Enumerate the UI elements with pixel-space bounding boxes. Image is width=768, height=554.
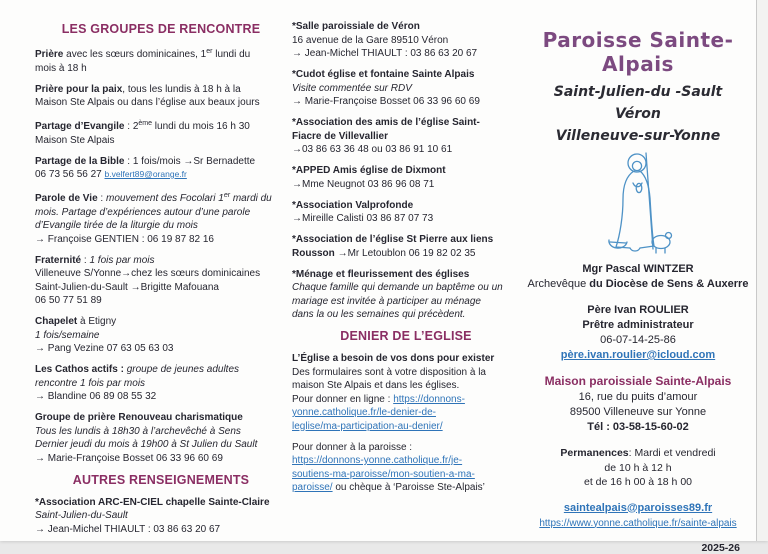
- section-heading-groupes: LES GROUPES DE RENCONTRE: [61, 22, 261, 36]
- paragraph-priere-paix: [35, 83, 287, 110]
- subtitle-villeneuve: Villeneuve-sur-Yonne: [555, 128, 721, 144]
- text-segment: Tous les lundis à 18h30 à l’archevêché à Sens: [35, 425, 241, 437]
- text-segment: Visite commentée sur RDV: [292, 82, 412, 94]
- text-segment: → Jean-Michel THIAULT : 03 86 63 20 67: [35, 523, 221, 535]
- text-segment: 06 50 77 51 89: [35, 295, 102, 306]
- text-segment: 16 avenue de la Gare 89510 Véron: [292, 34, 449, 46]
- text-segment: Dernier jeudi du mois à 19h00 à St Julien du Sault: [35, 439, 258, 450]
- paragraph-priere-dominicaines: [35, 45, 287, 75]
- text-segment: →03 86 63 36 48 ou 03 86 91 10 61: [292, 144, 453, 155]
- text-segment: Mgr Pascal WINTZER: [582, 263, 694, 275]
- paragraph-partage-bible: [35, 155, 287, 182]
- block-pretre: [520, 303, 756, 363]
- text-segment: 1 fois par mois: [89, 254, 155, 266]
- text-segment: →Mr Letoublon 06 19 82 02 35: [337, 247, 476, 259]
- hyperlink[interactable]: yonne.catholique.fr/le-denier-de-: [292, 407, 436, 418]
- text-segment: mouvement des Focolari 1: [105, 193, 224, 204]
- text-segment: →Mireille Calisti 03 86 87 07 73: [292, 213, 434, 224]
- text-segment: er: [206, 48, 213, 55]
- paragraph-apped-dixmont: [292, 164, 520, 191]
- text-segment: 16, rue du puits d’amour: [578, 391, 698, 403]
- text-segment: L’Église a besoin de vos dons pour exister: [292, 353, 495, 364]
- subtitle-veron: Véron: [615, 106, 661, 122]
- paragraph-chapelet: [35, 315, 287, 356]
- text-segment: Groupe de prière Renouveau charismatique: [35, 412, 243, 423]
- text-segment: *Association Valprofonde: [292, 199, 414, 211]
- text-segment: 89500 Villeneuve sur Yonne: [569, 406, 707, 418]
- text-segment: → Françoise GENTIEN : 06 19 87 82 16: [35, 233, 214, 245]
- text-segment: à Etigny: [77, 316, 117, 327]
- text-segment: lundi du mois 16 h 30: [152, 121, 250, 132]
- text-segment: *Cudot église et fontaine Sainte Alpais: [292, 69, 475, 80]
- text-segment: er: [223, 192, 231, 199]
- text-segment: *APPED Amis église de Dixmont: [292, 165, 446, 176]
- paragraph-st-pierre-rousson: [292, 233, 520, 260]
- page-title: Paroisse Sainte-Alpais: [542, 28, 734, 76]
- text-segment: maison Ste Alpais et dans les églises.: [292, 380, 460, 391]
- text-segment: Permanences: [560, 447, 629, 459]
- text-segment: : 1 fois/mois →Sr Bernadette: [124, 155, 256, 167]
- edition-year: 2025-26: [701, 541, 740, 554]
- text-segment: Chapelet: [35, 316, 78, 327]
- text-segment: :: [81, 254, 90, 266]
- text-segment: Fiacre de Villevallier: [292, 130, 388, 142]
- text-segment: Tél : 03-58-15-60-02: [587, 421, 689, 433]
- text-segment: Maison Ste Alpais: [35, 134, 115, 146]
- text-segment: Maison Ste Alpais ou dans l’église aux beaux jours: [35, 97, 260, 108]
- text-segment: *Association de l’église St Pierre aux liens: [292, 234, 494, 245]
- text-segment: → Pang Vezine 07 63 05 63 03: [35, 343, 174, 354]
- text-segment: Chaque famille qui demande un baptême ou un: [292, 282, 503, 293]
- text-segment: et de 16 h 00 à 18 h 00: [583, 476, 692, 488]
- paragraph-cathos-actifs: [35, 363, 287, 404]
- paragraph-valprofonde: [292, 199, 520, 226]
- paragraph-fraternite: [35, 254, 287, 308]
- text-segment: de 10 h à 12 h: [604, 461, 672, 474]
- text-segment: groupe de jeunes adultes: [126, 364, 240, 375]
- block-permanences: [520, 446, 756, 490]
- column-associations: [292, 20, 520, 502]
- text-segment: ème: [138, 120, 153, 127]
- paragraph-renouveau-charismatique: [35, 411, 287, 465]
- text-segment: → Blandine 06 89 08 55 32: [35, 391, 157, 402]
- paragraph-partage-evangile: [35, 117, 287, 147]
- text-segment: : Mardi et vendredi: [628, 447, 716, 459]
- text-segment: Prêtre administrateur: [582, 319, 694, 331]
- text-segment: Partage d’Evangile: [35, 121, 125, 132]
- block-liens-paroisse: [520, 501, 756, 531]
- hyperlink[interactable]: b.velfert89@orange.fr: [104, 169, 187, 179]
- text-segment: mardi du: [230, 193, 272, 204]
- text-segment: Fraternité: [35, 254, 82, 266]
- text-segment: Père Ivan ROULIER: [587, 304, 689, 316]
- block-archeveque: [520, 262, 756, 292]
- statue-line-art-icon: [595, 150, 681, 260]
- text-segment: 1 fois/semaine: [35, 329, 100, 341]
- text-segment: Saint-Julien-du-Sault →Brigitte Mafouana: [35, 281, 219, 293]
- text-segment: Pour donner en ligne :: [292, 393, 394, 405]
- text-segment: → Marie-Françoise Bosset 06 33 96 60 69: [35, 452, 223, 464]
- text-segment: 06 73 56 56 27: [35, 169, 105, 180]
- text-segment: avec les sœurs dominicaines, 1: [63, 49, 207, 60]
- text-segment: Les Cathos actifs :: [35, 364, 124, 375]
- text-segment: : 2: [124, 121, 139, 132]
- subtitle-saint-julien: Saint-Julien-du -Sault: [553, 84, 723, 100]
- paragraph-salle-veron: [292, 20, 520, 61]
- text-segment: Maison paroissiale Sainte-Alpais: [544, 374, 732, 388]
- column-paroisse-contact: [520, 22, 756, 554]
- text-segment: mariage est invitée à participer au ménage: [292, 295, 481, 307]
- text-segment: mois. Partage d’expériences autour d’une parole: [35, 206, 251, 218]
- text-segment: Villeneuve S/Yonne→chez les sœurs dominicaines: [35, 268, 261, 279]
- paragraph-dons-en-ligne: [292, 352, 520, 433]
- text-segment: Prière: [35, 49, 64, 60]
- hyperlink[interactable]: saintealpais@paroisses89.fr: [563, 501, 713, 514]
- text-segment: du Diocèse de Sens & Auxerre: [589, 278, 749, 290]
- hyperlink[interactable]: leglise/ma-participation-au-denier/: [292, 420, 443, 432]
- text-segment: Saint-Julien-du-Sault: [35, 510, 128, 521]
- hyperlink[interactable]: soutiens-ma-paroisse/mon-soutien-a-ma-: [292, 468, 475, 480]
- paragraph-saint-fiacre: [292, 116, 520, 157]
- text-segment: → Jean-Michel THIAULT : 03 86 63 20 67: [292, 48, 478, 59]
- hyperlink[interactable]: https://donnons-yonne.catholique.fr/je-: [292, 455, 463, 466]
- text-segment: , tous les lundis à 18 h à la: [122, 83, 241, 95]
- block-maison-paroissiale: [520, 374, 756, 435]
- text-segment: mois à 18 h: [35, 62, 87, 74]
- text-segment: Des formulaires sont à votre disposition à la: [292, 366, 486, 378]
- text-segment: :: [97, 193, 106, 204]
- text-segment: Parole de Vie: [35, 193, 98, 204]
- hyperlink[interactable]: paroisse/: [292, 482, 333, 493]
- text-segment: Partage de la Bible: [35, 155, 125, 167]
- paragraph-cudot: [292, 68, 520, 109]
- text-segment: Prière pour la paix: [35, 83, 123, 95]
- column-groupes-rencontre: [35, 22, 287, 544]
- paragraph-arc-en-ciel: [35, 496, 287, 537]
- hyperlink[interactable]: père.ivan.roulier@icloud.com: [560, 349, 716, 361]
- paragraph-parole-de-vie: [35, 189, 287, 246]
- hyperlink[interactable]: https://donnons-: [393, 393, 465, 405]
- page-edge-divider: [756, 0, 768, 541]
- hyperlink[interactable]: https://www.yonne.catholique.fr/sainte-alpais: [539, 517, 737, 529]
- text-segment: → Marie-Françoise Bosset 06 33 96 60 69: [292, 96, 480, 107]
- text-segment: *Salle paroissiale de Véron: [292, 21, 420, 32]
- text-segment: rencontre 1 fois par mois: [35, 377, 146, 389]
- paragraph-menage-fleurissement: [292, 268, 520, 322]
- paragraph-dons-paroisse: [292, 441, 520, 495]
- text-segment: *Ménage et fleurissement des églises: [292, 268, 470, 280]
- text-segment: lundi du: [212, 49, 251, 60]
- text-segment: ou chèque à ‘Paroisse Ste-Alpais’: [332, 482, 485, 493]
- text-segment: →Mme Neugnot 03 86 96 08 71: [292, 178, 435, 190]
- section-heading-autres: AUTRES RENSEIGNEMENTS: [72, 472, 250, 487]
- text-segment: *Association ARC-EN-CIEL chapelle Sainte-Claire: [35, 496, 270, 508]
- text-segment: *Association des amis de l’église Saint-: [292, 117, 480, 128]
- text-segment: Rousson: [292, 247, 338, 259]
- section-heading-denier: DENIER DE L’EGLISE: [340, 329, 472, 343]
- text-segment: Archevêque: [527, 278, 590, 290]
- sainte-alpais-figure: [520, 150, 756, 260]
- text-segment: dans la ou les semaines qui précèdent.: [292, 309, 466, 320]
- text-segment: Pour donner à la paroisse :: [292, 441, 413, 453]
- text-segment: d’Evangile tirée de la liturgie du mois: [35, 220, 198, 231]
- text-segment: 06-07-14-25-86: [600, 334, 676, 346]
